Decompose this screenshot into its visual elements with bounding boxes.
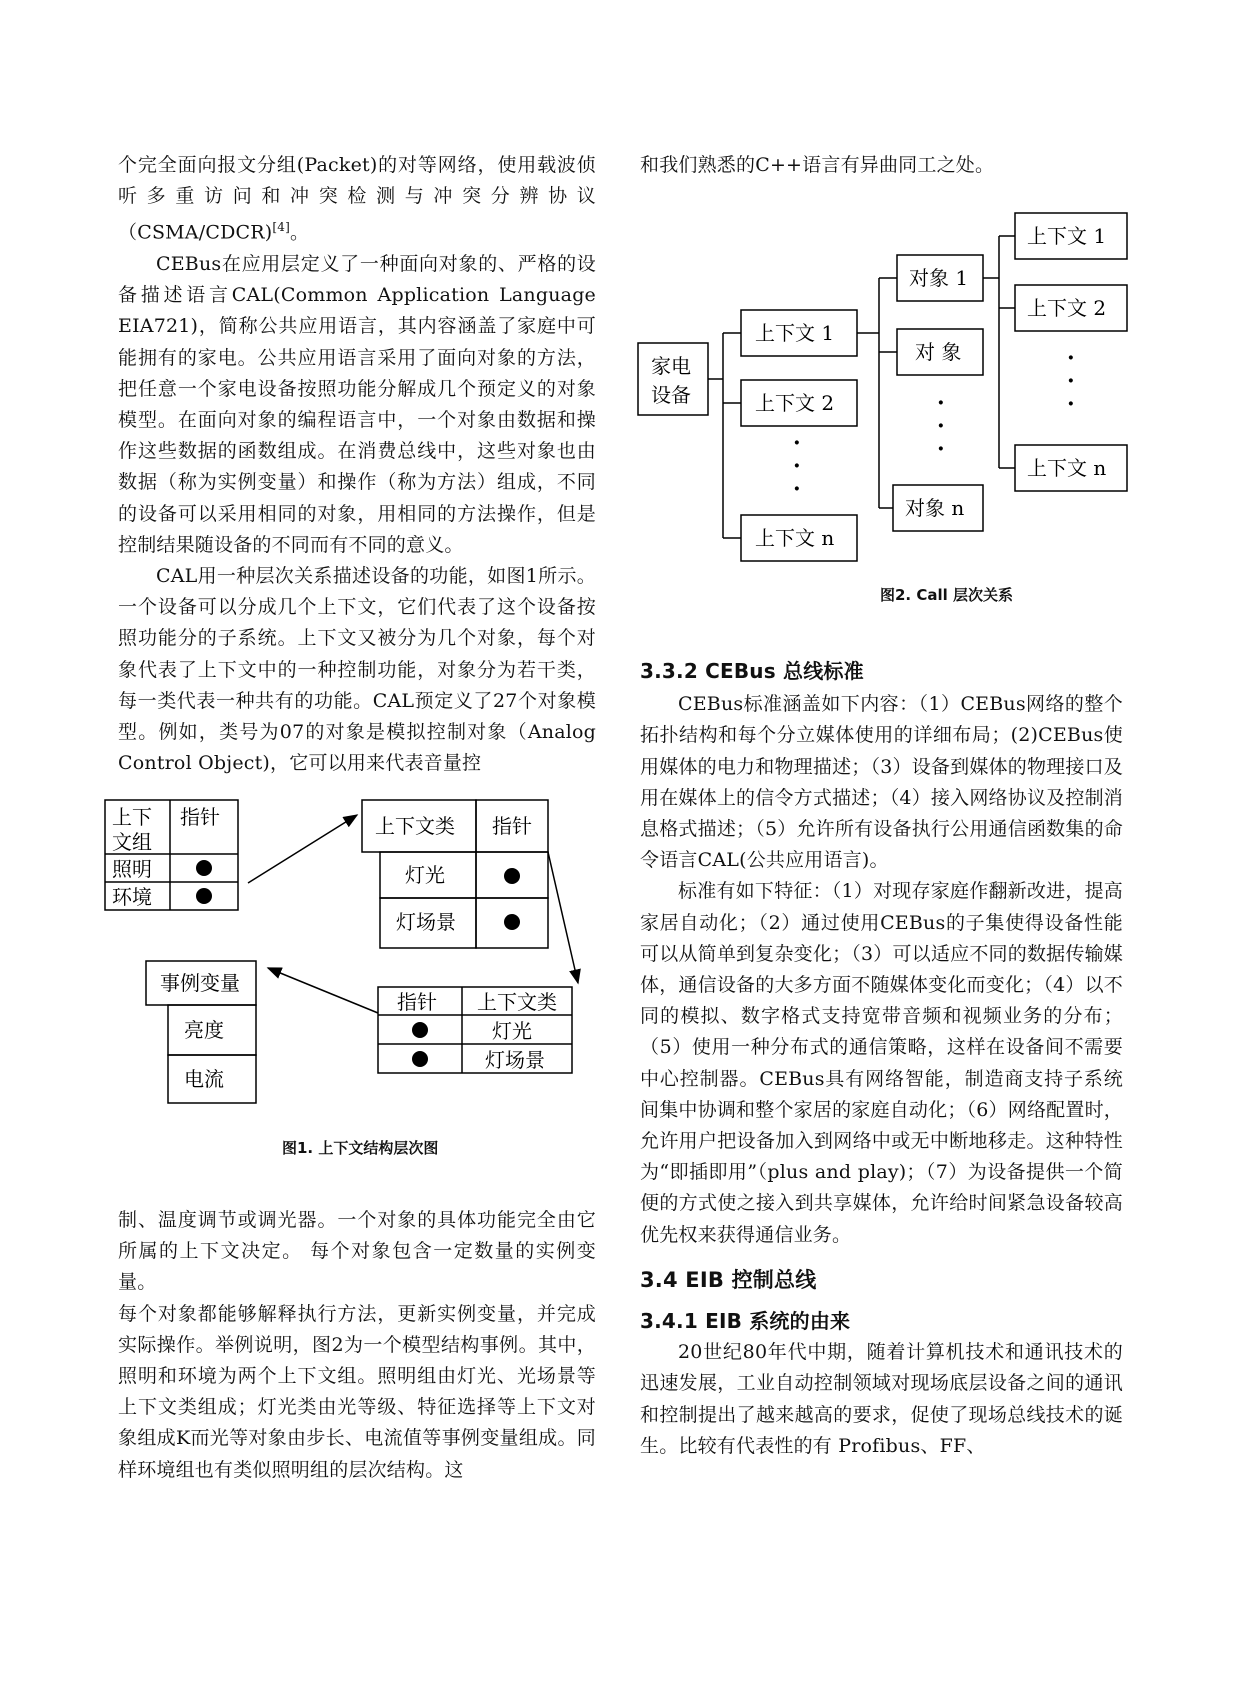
table4-row-1: 亮度 <box>184 1018 224 1042</box>
context-n-label: 上下文 n <box>755 526 835 550</box>
ellipsis-dot: · <box>937 413 945 439</box>
figure-1-caption: 图1. 上下文结构层次图 <box>282 1139 439 1157</box>
left-paragraph-4: 制、温度调节或调光器。一个对象的具体功能完全由它所属的上下文决定。 每个对象包含一定数量的实例变量。 <box>118 1209 596 1294</box>
table1-header-1a: 上下 <box>112 805 152 829</box>
ellipsis-dot: · <box>937 390 945 416</box>
context-group-table <box>105 800 238 910</box>
right-paragraph-1: 和我们熟悉的C++语言有异曲同工之处。 <box>640 154 995 176</box>
subcontext-1-label: 上下文 1 <box>1027 224 1107 248</box>
table1-row-2: 环境 <box>112 885 152 909</box>
ellipsis-dot: · <box>793 453 801 479</box>
pointer-dot <box>196 860 212 876</box>
arrow-line <box>268 968 378 1013</box>
table2-row-2: 灯场景 <box>396 910 456 934</box>
table3-row-1: 灯光 <box>492 1019 532 1043</box>
instance-variable-table <box>146 961 256 1103</box>
right-paragraph-2: CEBus标准涵盖如下内容：（1）CEBus网络的整个拓扑结构和每个分立媒体使用的详细布局；(2)CEBus使用媒体的电力和物理描述；（3）设备到媒体的物理接口及用在媒体上的信令方式描述；（4）接入网络协议及控制消息格式描述；（5）允许所有设备执行公用通信函数集的命令语言CAL(公共应用语言)。 <box>640 693 1123 872</box>
object-label: 对 象 <box>915 340 962 364</box>
figure-2-cal-hierarchy <box>635 205 1135 575</box>
context-class-table-2 <box>378 987 572 1073</box>
right-column-top <box>640 150 1123 181</box>
table4-header: 事例变量 <box>160 971 240 995</box>
left-column <box>118 150 596 779</box>
figure-2-caption: 图2. Call 层次关系 <box>880 586 1013 604</box>
ellipsis-dot: · <box>793 476 801 502</box>
left-paragraph-2: CEBus在应用层定义了一种面向对象的、严格的设备描述语言CAL(Common Application Language EIA721)，简称公共应用语言，其内容涵盖了家庭中可能拥有的家电。公共应用语言采用了面向对象的方法，把任意一个家电设备按照功能分解成几个预定义的对象模型。在面向对象的编程语言中，一个对象由数据和操作这些数据的函数组成。在消费总线中，这些对象也由数据（称为实例变量）和操作（称为方法）组成，不同的设备可以采用相同的对象，用相同的方法操作，但是控制结果随设备的不同而有不同的意义。 <box>118 252 596 556</box>
pointer-dot <box>504 868 520 884</box>
object-1-label: 对象 1 <box>909 266 969 290</box>
device-label-1: 家电 <box>651 354 691 378</box>
table3-header-1: 指针 <box>397 990 437 1014</box>
pointer-dot <box>412 1051 428 1067</box>
context-1-label: 上下文 1 <box>755 321 835 345</box>
left-column-lower <box>118 1205 596 1486</box>
table3-header-2: 上下文类 <box>477 990 557 1014</box>
left-paragraph-1: 个完全面向报文分组(Packet)的对等网络，使用载波侦听多重访问和冲突检测与冲突分辨协议（CSMA/CDCR)[4]。 <box>118 154 596 244</box>
section-heading-332: 3.3.2 CEBus 总线标准 <box>640 659 864 683</box>
figure-1-context-hierarchy <box>100 795 600 1105</box>
table1-header-2: 指针 <box>180 805 220 829</box>
left-paragraph-5: 每个对象都能够解释执行方法，更新实例变量，并完成实际操作。举例说明，图2为一个模型结构事例。其中，照明和环境为两个上下文组。照明组由灯光、光场景等上下文类组成；灯光类由光等级、特征选择等上下文对象组成K而光等对象由步长、电流值等事例变量组成。同样环境组也有类似照明组的层次结构。这 <box>118 1302 596 1481</box>
context-class-table-1 <box>362 800 548 948</box>
table2-header-2: 指针 <box>492 814 532 838</box>
pointer-dot <box>196 888 212 904</box>
subcontext-2-label: 上下文 2 <box>1027 296 1107 320</box>
arrow-line <box>548 852 578 983</box>
citation-ref: [4] <box>272 220 290 235</box>
object-n-label: 对象 n <box>905 496 965 520</box>
subcontext-n-label: 上下文 n <box>1027 456 1107 480</box>
pointer-dot <box>412 1022 428 1038</box>
right-paragraph-4: 20世纪80年代中期，随着计算机技术和通讯技术的迅速发展，工业自动控制领域对现场底层设备之间的通讯和控制提出了越来越高的要求，促使了现场总线技术的诞生。比较有代表性的有 Profibus、FF、 <box>640 1341 1123 1457</box>
device-label-2: 设备 <box>651 383 691 407</box>
section-heading-34: 3.4 EIB 控制总线 <box>640 1267 817 1292</box>
ellipsis-dot: · <box>1067 345 1075 371</box>
left-paragraph-3: CAL用一种层次关系描述设备的功能，如图1所示。一个设备可以分成几个上下文，它们代表了这个设备按照功能分的子系统。上下文又被分为几个对象，每个对象代表了上下文中的一种控制功能，对象分为若干类，每一类代表一种共有的功能。CAL预定义了27个对象模型。例如，类号为07的对象是模拟控制对象（Analog Control Object)，它可以用来代表音量控 <box>118 564 596 775</box>
ellipsis-dot: · <box>937 436 945 462</box>
section-heading-341: 3.4.1 EIB 系统的由来 <box>640 1309 851 1334</box>
table2-header-1: 上下文类 <box>375 814 455 838</box>
pointer-dot <box>504 914 520 930</box>
right-column-body <box>640 656 1123 1462</box>
ellipsis-dot: · <box>1067 368 1075 394</box>
table4-row-2: 电流 <box>184 1067 224 1091</box>
arrow-line <box>248 815 357 883</box>
table1-header-1b: 文组 <box>112 830 152 854</box>
table2-row-1: 灯光 <box>405 863 445 887</box>
table1-row-1: 照明 <box>112 857 152 881</box>
table3-row-2: 灯场景 <box>485 1048 545 1072</box>
right-paragraph-3: 标准有如下特征：（1）对现存家庭作翻新改进，提高家居自动化；（2）通过使用CEBus的子集使得设备性能可以从简单到复杂变化；（3）可以适应不同的数据传输媒体，通信设备的大多方面不随媒体变化而变化；（4）以不同的模拟、数字格式支持宽带音频和视频业务的分布；（5）使用一种分布式的通信策略，这样在设备间不需要中心控制器。CEBus具有网络智能，制造商支持子系统间集中协调和整个家居的家庭自动化；（6）网络配置时，允许用户把设备加入到网络中或无中断地移走。这种特性为“即插即用”（plus and play)；（7）为设备提供一个简便的方式使之接入到共享媒体，允许给时间紧急设备较高优先权来获得通信业务。 <box>640 880 1123 1246</box>
ellipsis-dot: · <box>1067 391 1075 417</box>
ellipsis-dot: · <box>793 430 801 456</box>
context-2-label: 上下文 2 <box>755 391 835 415</box>
